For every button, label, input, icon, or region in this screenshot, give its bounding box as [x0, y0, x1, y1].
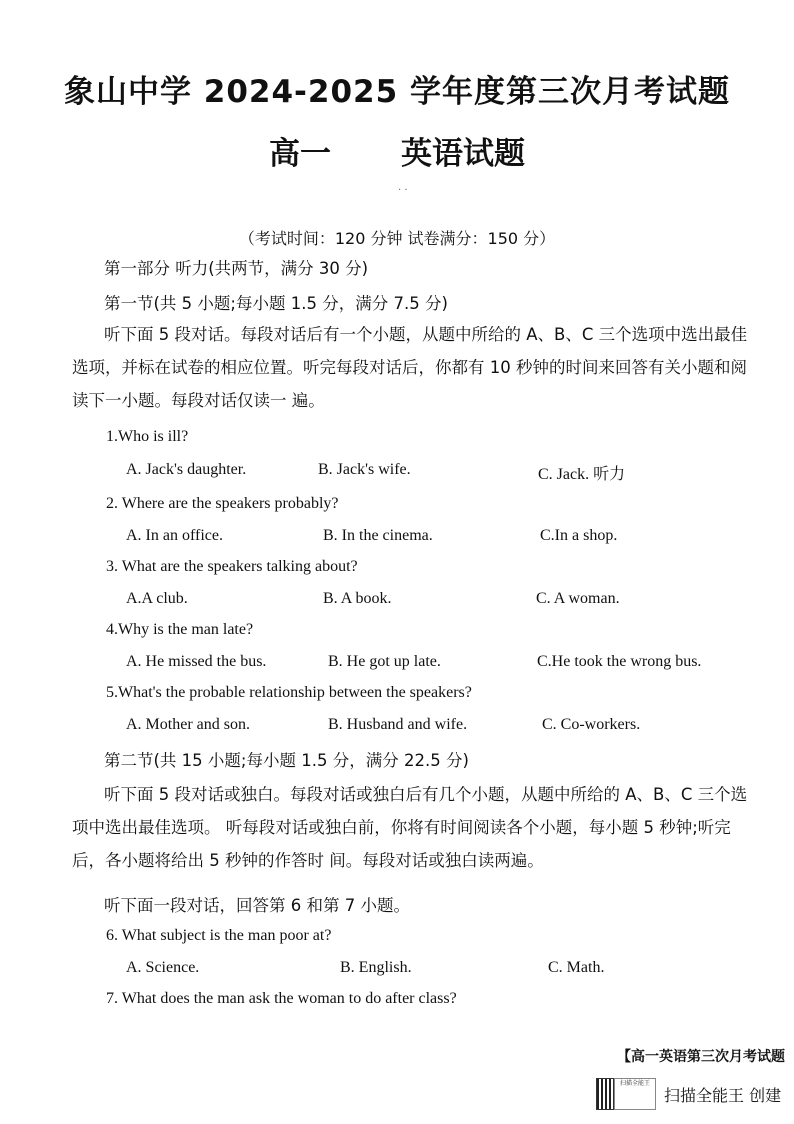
question-4-option-c: C.He took the wrong bus.: [537, 653, 702, 670]
question-3-stem: 3. What are the speakers talking about?: [106, 558, 358, 575]
exam-info: （考试时间：120 分钟 试卷满分：150 分）: [238, 229, 556, 248]
question-5-option-c: C. Co-workers.: [542, 716, 641, 733]
grade-label: 高一: [269, 136, 331, 172]
question-6-option-c: C. Math.: [548, 959, 605, 976]
section1-instructions-text: 听下面 5 段对话。每段对话后有一个小题，从题中所给的 A、B、C 三个选项中选出最佳选项，并标在试卷的相应位置。听完每段对话后，你都有 10 秒钟的时间来回答有关小题和阅读下一小题。每段对话仅读一 遍。: [72, 325, 748, 410]
question-6-stem: 6. What subject is the man poor at?: [106, 927, 332, 944]
question-5-stem: 5.What's the probable relationship between the speakers?: [106, 684, 472, 701]
section2-heading: 第二节(共 15 小题;每小题 1.5 分，满分 22.5 分): [104, 751, 469, 770]
question-4-option-b: B. He got up late.: [328, 653, 441, 670]
section2-instructions-text: 听下面 5 段对话或独白。每段对话或独白后有几个小题，从题中所给的 A、B、C 三个选项中选出最佳选项。 听每段对话或独白前，你将有时间阅读各个小题，每小题 5 秒钟;听完后，各小题将给出 5 秒钟的作答时 间。每段对话或独白读两遍。: [72, 785, 748, 870]
question-2-option-b: B. In the cinema.: [323, 527, 433, 544]
question-1-option-c: C. Jack. 听力: [538, 466, 626, 483]
part1-heading: 第一部分 听力(共两节，满分 30 分): [104, 259, 369, 278]
scanner-brand: 扫描全能王 创建: [664, 1086, 782, 1105]
question-1-stem: 1.Who is ill?: [106, 428, 189, 445]
question-3-option-b: B. A book.: [323, 590, 392, 607]
decorative-dots: . .: [398, 182, 408, 193]
question-4-stem: 4.Why is the man late?: [106, 621, 254, 638]
dialog-intro: 听下面一段对话，回答第 6 和第 7 小题。: [104, 896, 410, 915]
question-2-stem: 2. Where are the speakers probably?: [106, 495, 339, 512]
question-5-option-a: A. Mother and son.: [126, 716, 250, 733]
question-3-option-a: A.A club.: [126, 590, 188, 607]
question-1-option-a: A. Jack's daughter.: [126, 461, 247, 478]
question-2-option-a: A. In an office.: [126, 527, 223, 544]
question-7-stem: 7. What does the man ask the woman to do after class?: [106, 990, 457, 1007]
question-1-option-b: B. Jack's wife.: [318, 461, 411, 478]
section1-instructions: [72, 318, 748, 417]
subject-label: 英语试题: [401, 136, 525, 172]
question-4-option-a: A. He missed the bus.: [126, 653, 267, 670]
footer-exam-tag: 【高一英语第三次月考试题: [617, 1049, 785, 1065]
qr-code-icon: [596, 1078, 614, 1110]
exam-title: 象山中学 2024-2025 学年度第三次月考试题: [63, 74, 730, 110]
exam-subtitle: [0, 128, 794, 173]
question-6-option-b: B. English.: [340, 959, 412, 976]
section2-instructions: [72, 778, 748, 877]
question-6-option-a: A. Science.: [126, 959, 200, 976]
question-3-option-c: C. A woman.: [536, 590, 620, 607]
scanner-logo: 扫描全能王: [614, 1078, 656, 1110]
section1-heading: 第一节(共 5 小题;每小题 1.5 分，满分 7.5 分): [104, 294, 448, 313]
question-5-option-b: B. Husband and wife.: [328, 716, 468, 733]
question-2-option-c: C.In a shop.: [540, 527, 618, 544]
